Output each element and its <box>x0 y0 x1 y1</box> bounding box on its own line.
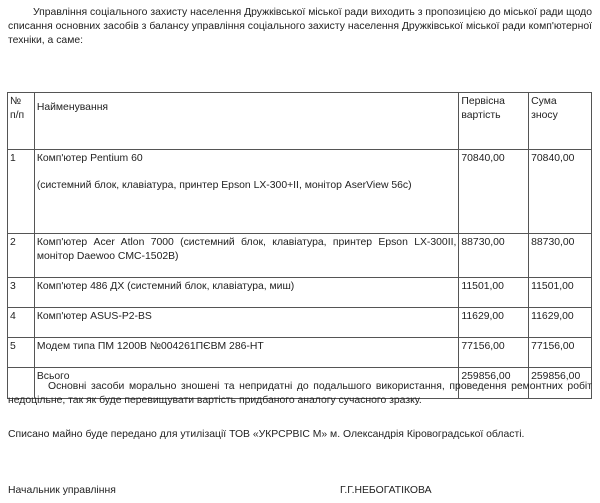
table-row <box>8 308 592 338</box>
row-name: Комп'ютер ASUS-P2-BS <box>34 308 459 338</box>
table-header-row <box>8 93 592 150</box>
header-number-line1: № <box>10 96 22 107</box>
row-cost: 70840,00 <box>459 150 529 234</box>
justification-paragraph: Основні засоби морально зношені та непридатні до подальшого використання, проведення ремонтних робіт недоцільне, так як буде перевищувати вартість придбаного аналогу сучасного зразку. <box>8 381 592 406</box>
row-depreciation: 11501,00 <box>529 278 592 308</box>
table-row <box>8 338 592 368</box>
row-cost: 11501,00 <box>459 278 529 308</box>
header-number-line2: п/п <box>10 110 25 121</box>
signatory-title: Начальник управління <box>8 485 116 496</box>
header-name <box>34 93 459 150</box>
row-number: 4 <box>8 308 35 338</box>
header-dep-line1: Сума <box>531 96 557 107</box>
header-cost <box>459 93 529 150</box>
row-name: Комп'ютер Acer Atlon 7000 (системний блок, клавіатура, принтер Epson LX-300II, монітор Daewoo CMC-1502B) <box>34 234 459 278</box>
row-depreciation: 70840,00 <box>529 150 592 234</box>
row-depreciation: 11629,00 <box>529 308 592 338</box>
row-name-line1: Комп'ютер Pentium 60 <box>36 153 143 164</box>
header-cost-line2: вартість <box>461 110 501 121</box>
row-depreciation: 88730,00 <box>529 234 592 278</box>
row-number: 1 <box>8 150 35 234</box>
row-number: 5 <box>8 338 35 368</box>
table-row <box>8 234 592 278</box>
header-dep-line2: зносу <box>531 110 558 121</box>
row-cost: 88730,00 <box>459 234 529 278</box>
header-depreciation <box>529 93 592 150</box>
header-cost-line1: Первісна <box>461 96 505 107</box>
row-cost: 11629,00 <box>459 308 529 338</box>
row-name: Комп'ютер 486 ДХ (системний блок, клавіатура, миш) <box>34 278 459 308</box>
total-label: Всього <box>34 368 459 399</box>
row-depreciation: 77156,00 <box>529 338 592 368</box>
intro-paragraph: Управління соціального захисту населення Дружківської міської ради виходить з пропозицією до міської ради щодо списання основних засобів з балансу управління соціального захисту населення Дружківської міської ради комп'ютерної техніки, а саме: <box>8 7 592 46</box>
assets-table <box>7 92 592 399</box>
row-cost: 77156,00 <box>459 338 529 368</box>
header-number <box>8 93 35 150</box>
row-number: 3 <box>8 278 35 308</box>
table-row <box>8 150 592 234</box>
row-name-line2: (системний блок, клавіатура, принтер Epson LX-300+II, монітор AserView 56c) <box>36 180 412 191</box>
total-depreciation: 259856,00 <box>529 368 592 399</box>
disposal-paragraph: Списано майно буде передано для утилізації ТОВ «УКРСРВІС М» м. Олександрія Кіровоградської області. <box>8 429 525 440</box>
row-name <box>34 150 459 234</box>
row-number: 2 <box>8 234 35 278</box>
signatory-name: Г.Г.НЕБОГАТІКОВА <box>340 485 432 496</box>
total-cost: 259856,00 <box>459 368 529 399</box>
header-name-label: Найменування <box>36 102 109 113</box>
table-row <box>8 278 592 308</box>
row-name: Модем типа ПМ 1200В №004261ПЄВМ 286-НТ <box>34 338 459 368</box>
